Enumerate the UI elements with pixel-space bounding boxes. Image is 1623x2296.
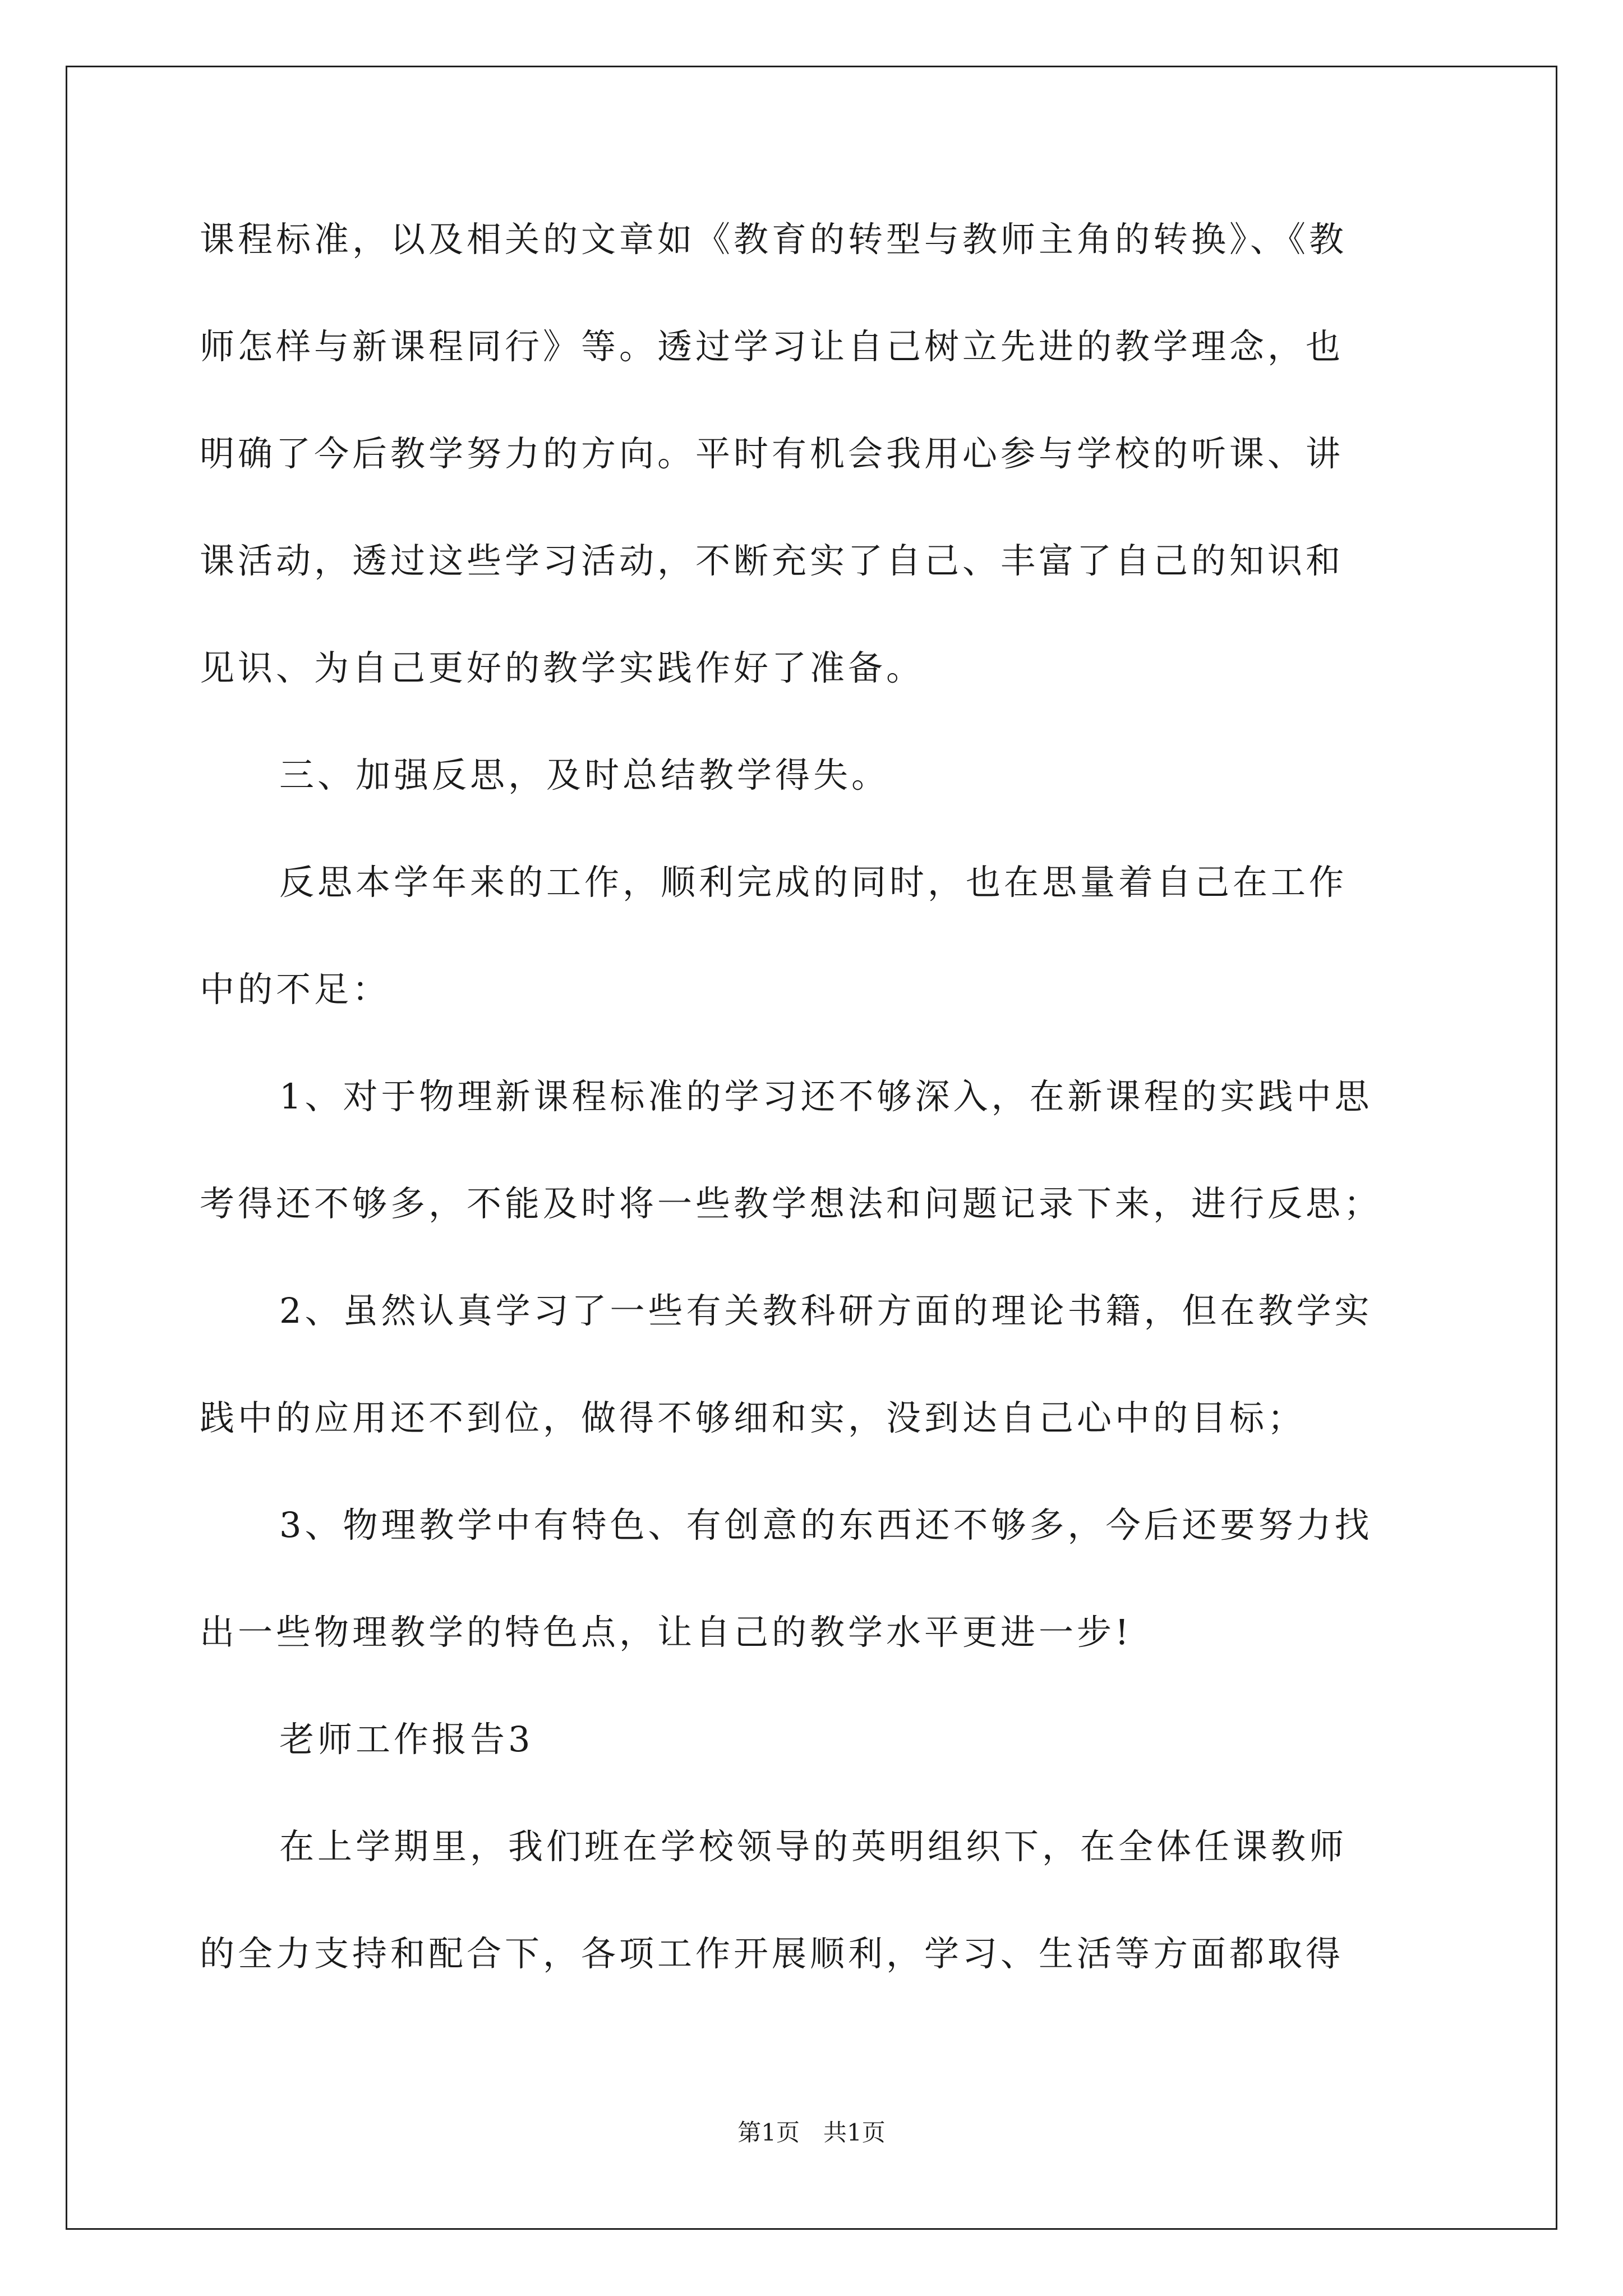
list-item-1-line-1: 1、对于物理新课程标准的学习还不够深入，在新课程的实践中思 xyxy=(279,1076,1373,1117)
body-line-8: 中的不足： xyxy=(200,969,391,1010)
body-line-5: 见识、为自己更好的教学实践作好了准备。 xyxy=(200,647,925,688)
list-item-3-line-1: 3、物理教学中有特色、有创意的东西还不够多，今后还要努力找 xyxy=(279,1504,1373,1545)
list-item-2-line-2: 践中的应用还不到位，做得不够细和实，没到达自己心中的目标； xyxy=(200,1397,1306,1438)
body-line-3: 明确了今后教学努力的方向。平时有机会我用心参与学校的听课、讲 xyxy=(200,433,1344,474)
body-line-16: 在上学期里，我们班在学校领导的英明组织下，在全体任课教师 xyxy=(279,1826,1348,1867)
page-border xyxy=(66,66,1557,2230)
body-line-1: 课程标准，以及相关的文章如《教育的转型与教师主角的转换》、《教 xyxy=(200,219,1348,260)
body-line-17: 的全力支持和配合下，各项工作开展顺利，学习、生活等方面都取得 xyxy=(200,1933,1344,1974)
body-line-4: 课活动，透过这些学习活动，不断充实了自己、丰富了自己的知识和 xyxy=(200,540,1344,581)
section-heading: 三、加强反思，及时总结教学得失。 xyxy=(279,754,890,795)
list-item-1-line-2: 考得还不够多，不能及时将一些教学想法和问题记录下来，进行反思； xyxy=(200,1183,1382,1224)
body-line-2: 师怎样与新课程同行》等。透过学习让自己树立先进的教学理念，也 xyxy=(200,326,1344,367)
report-title: 老师工作报告3 xyxy=(279,1719,534,1760)
page-number: 第1页 共1页 xyxy=(737,2119,886,2146)
list-item-2-line-1: 2、虽然认真学习了一些有关教科研方面的理论书籍，但在教学实 xyxy=(279,1290,1373,1331)
body-line-7: 反思本学年来的工作，顺利完成的同时，也在思量着自己在工作 xyxy=(279,862,1348,903)
list-item-3-line-2: 出一些物理教学的特色点，让自己的教学水平更进一步! xyxy=(200,1612,1132,1653)
